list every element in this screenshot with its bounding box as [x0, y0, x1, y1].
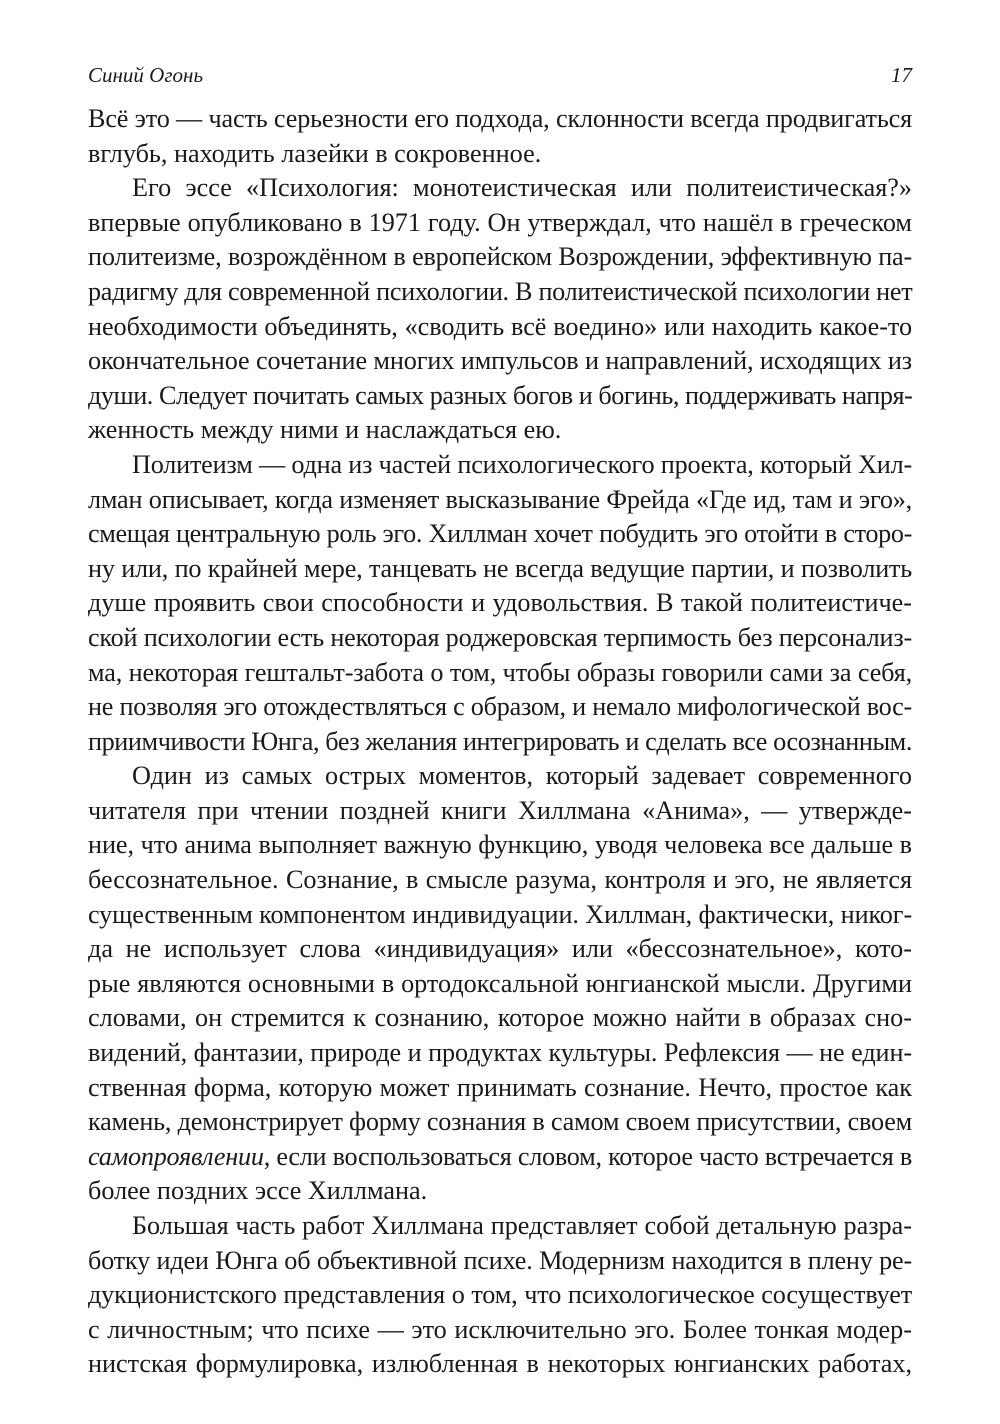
text-line: рые являются основными в ортодоксальной юнгианской мысли. Другими — [88, 968, 912, 998]
text-line: вглубь, находить лазейки в сокровенное. — [88, 138, 542, 168]
text-line: словами, он стремится к сознанию, которое можно найти в образах сно- — [88, 1003, 912, 1033]
text-line: камень, демонстрирует форму сознания в самом своем присутствии, своем — [88, 1107, 912, 1137]
text-line: Один из самых острых моментов, который задевает современного — [132, 761, 912, 791]
text-line: Всё это — часть серьезности его подхода, склонности всегда продвигаться — [88, 104, 912, 133]
running-header — [88, 60, 912, 90]
text-line: существенным компонентом индивидуации. Хиллман, фактически, никог- — [88, 899, 913, 929]
text-line: политеизме, возрождённом в европейском Возрождении, эффективную па- — [88, 242, 912, 272]
text-line: ственная форма, которую может принимать сознание. Нечто, простое как — [88, 1072, 912, 1102]
page-number: 17 — [891, 63, 912, 87]
text-line: женность между ними и наслаждаться ею. — [88, 415, 562, 445]
text-line: ние, что анима выполняет важную функцию, уводя человека все дальше в — [88, 830, 912, 860]
text-line: бессознательное. Сознание, в смысле разума, контроля и эго, не является — [88, 865, 912, 895]
text-line: Его эссе «Психология: монотеистическая или политеистическая?» — [132, 173, 912, 203]
text-line: читателя при чтении поздней книги Хиллмана «Анима», — утвержде- — [88, 795, 912, 825]
emphasized-word: самопроявлении — [88, 1141, 264, 1171]
text-line: да не использует слова «индивидуация» или «бессознательное», кото- — [88, 934, 912, 964]
paragraph-2 — [88, 171, 912, 448]
text-line: видений, фантазии, природе и продуктах культуры. Рефлексия — не един- — [88, 1038, 912, 1068]
text-line: ской психологии есть некоторая роджеровская терпимость без персонализ- — [88, 622, 912, 652]
text-line: более поздних эссе Хиллмана. — [88, 1176, 428, 1206]
text-line: ма, некоторая гештальт-забота о том, чтобы образы говорили сами за себя, — [88, 657, 912, 687]
text-line: ботку идеи Юнга об объективной психе. Модернизм находится в плену ре- — [88, 1245, 912, 1275]
text-line: дукционистского представления о том, что психологическое сосуществует — [88, 1280, 912, 1310]
text-line: ну или, по крайней мере, танцевать не всегда ведущие партии, и позволить — [88, 553, 912, 583]
paragraph-5 — [88, 1209, 912, 1382]
text-line: с личностным; что психе — это исключительно эго. Более тонкая модер- — [88, 1314, 912, 1344]
paragraph-1 — [88, 102, 912, 171]
paragraph-3 — [88, 448, 912, 759]
text-fragment: , если воспользоваться словом, которое часто встречается в — [263, 1141, 912, 1171]
text-line: не позволяя эго отождествляться с образом, и немало мифологической вос- — [88, 692, 912, 722]
text-line: душе проявить свои способности и удовольствия. В такой политеистиче- — [88, 588, 912, 618]
text-line: необходимости объединять, «сводить всё воедино» или находить какое-то — [88, 311, 912, 341]
text-line: приимчивости Юнга, без желания интегрировать и сделать все осознанным. — [88, 726, 912, 756]
text-line-with-emphasis — [88, 1140, 912, 1175]
text-line: Большая часть работ Хиллмана представляет собой детальную разра- — [132, 1211, 912, 1240]
text-line: Политеизм — одна из частей психологического проекта, который Хил- — [132, 449, 912, 479]
text-line: смещая центральную роль эго. Хиллман хочет побудить эго отойти в сторо- — [88, 519, 912, 549]
text-line: окончательное сочетание многих импульсов и направлений, исходящих из — [88, 346, 912, 376]
paragraph-4 — [88, 759, 912, 1209]
text-line: радигму для современной психологии. В политеистической психологии нет — [88, 276, 913, 306]
text-line: нистская формулировка, излюбленная в некоторых юнгианских работах, — [88, 1349, 912, 1379]
text-line: лман описывает, когда изменяет высказывание Фрейда «Где ид, там и эго», — [88, 484, 912, 514]
text-line: впервые опубликовано в 1971 году. Он утверждал, что нашёл в греческом — [88, 207, 912, 237]
running-title: Синий Огонь — [88, 63, 204, 87]
text-line: души. Следует почитать самых разных богов и богинь, поддерживать напря- — [88, 380, 913, 410]
body-text — [88, 102, 912, 1382]
